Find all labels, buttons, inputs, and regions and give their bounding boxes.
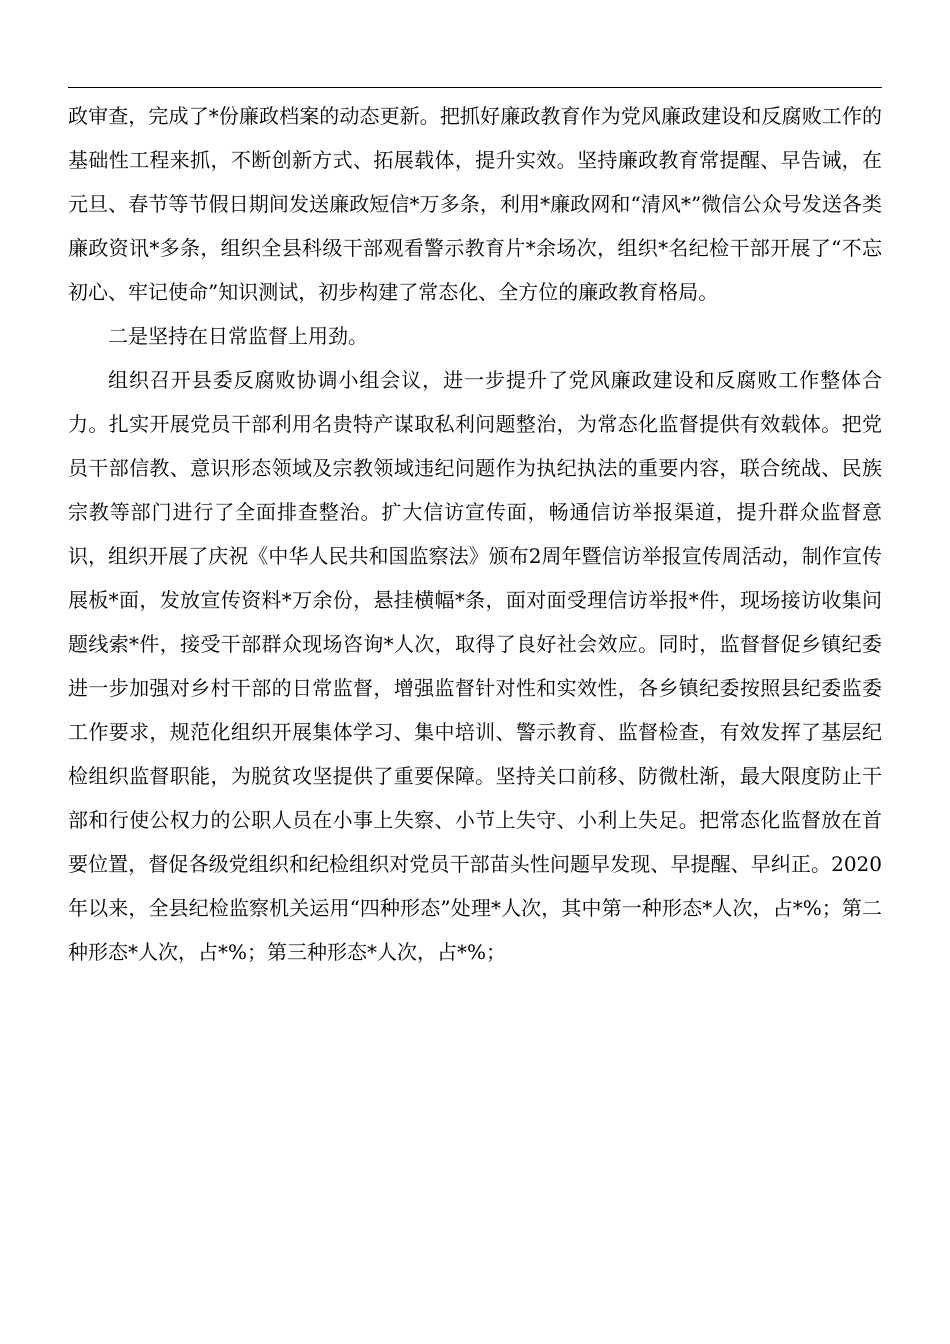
document-body: [68, 94, 882, 974]
paragraph-continuation: 政审查，完成了*份廉政档案的动态更新。把抓好廉政教育作为党风廉政建设和反腐败工作的基础性工程来抓，不断创新方式、拓展载体，提升实效。坚持廉政教育常提醒、早告诫，在元旦、春节等节假日期间发送廉政短信*万多条，利用*廉政网和“清风*”微信公众号发送各类廉政资讯*多条，组织全县科级干部观看警示教育片*余场次，组织*名纪检干部开展了“不忘初心、牢记使命”知识测试，初步构建了常态化、全方位的廉政教育格局。: [68, 104, 882, 304]
paragraph-daily-supervision: 组织召开县委反腐败协调小组会议，进一步提升了党风廉政建设和反腐败工作整体合力。扎实开展党员干部利用名贵特产谋取私利问题整治，为常态化监督提供有效载体。把党员干部信教、意识形态领域及宗教领域违纪问题作为执纪执法的重要内容，联合统战、民族宗教等部门进行了全面排查整治。扩大信访宣传面，畅通信访举报渠道，提升群众监督意识，组织开展了庆祝《中华人民共和国监察法》颁布2周年暨信访举报宣传周活动，制作宣传展板*面，发放宣传资料*万余份，悬挂横幅*条，面对面受理信访举报*件，现场接访收集问题线索*件，接受干部群众现场咨询*人次，取得了良好社会效应。同时，监督督促乡镇纪委进一步加强对乡村干部的日常监督，增强监督针对性和实效性，各乡镇纪委按照县纪委监委工作要求，规范化组织开展集体学习、集中培训、警示教育、监督检查，有效发挥了基层纪检组织监督职能，为脱贫攻坚提供了重要保障。坚持关口前移、防微杜渐，最大限度防止干部和行使公权力的公职人员在小事上失察、小节上失守、小利上失足。把常态化监督放在首要位置，督促各级党组织和纪检组织对党员干部苗头性问题早发现、早提醒、早纠正。2020年以来，全县纪检监察机关运用“四种形态”处理*人次，其中第一种形态*人次，占*%；第二种形态*人次，占*%；第三种形态*人次，占*%；: [68, 368, 882, 964]
section-heading: 二是坚持在日常监督上用劲。: [108, 324, 368, 348]
header-rule: [68, 87, 882, 88]
